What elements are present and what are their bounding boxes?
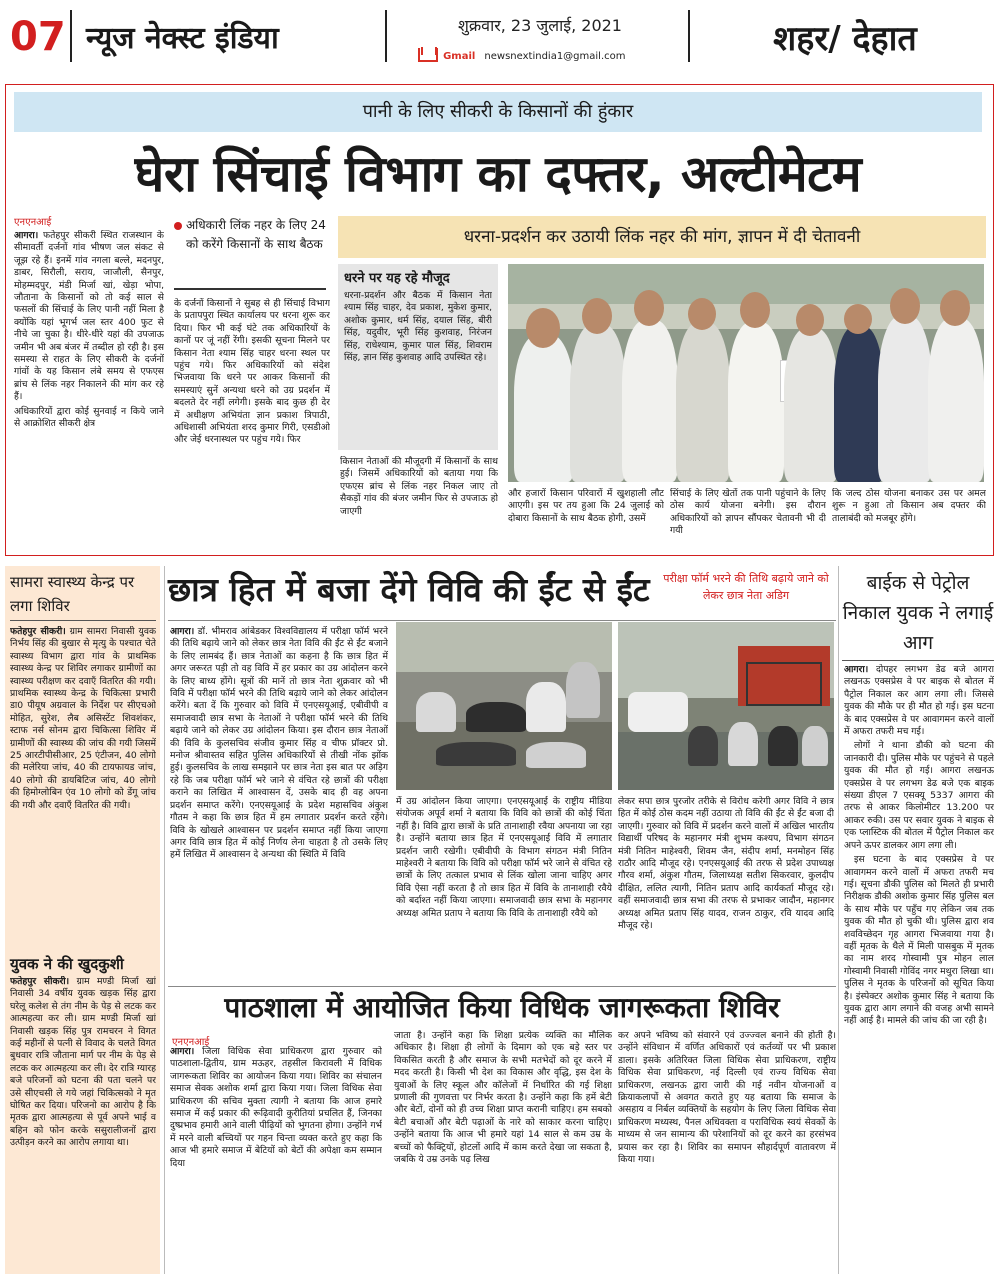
school-agency: एनएनआई xyxy=(172,1037,210,1048)
left-story2-title: युवक ने की खुदकुशी xyxy=(10,955,124,973)
red-bullet-icon xyxy=(174,222,182,230)
student-photo-2 xyxy=(618,622,834,790)
gmail-icon xyxy=(418,48,438,62)
left-story1-text: ग्राम सामरा निवासी युवक निर्भय सिंह की बुखार से मृत्यु के पश्चात चेते स्वास्थ्य विभाग द्वारा गांव के प्राथमिक स्वास्थ्य केन्द्र पर शिविर लगाकर ग्रामीणों का स्वास्थ्य परीक्षण कर दवाएँ वितरित की गयी। प्राथमिक स्वास्थ्य केन्द्र के चिकित्सा प्रभारी डा0 पीयूष अग्रवाल के निर्देश पर सीएचओ मोहित, सुरेश, लैब असिस्टेंट शिवशंकर, स्टाफ नर्स सोनम द्वारा चिकित्सा शिविर में ग्रामीणों की स्वास्थ्य की जांच की गयी जिसमें 25 आरटीपीसीआर, 25 एंटीजन, 40 लोगो की मलेरिया जांच, 40 की टायफायड जांच, 40 लोगो की डायबिटिज जांच, 40 लोगो की हिमोग्लोबिन एंव 10 लोगो को डेंगू जांच की गयी और दवाएँ वितरित की गयी। xyxy=(10,626,156,811)
student-photo-1 xyxy=(396,622,612,790)
student-headline: छात्र हित में बजा देंगे विवि की ईंट से ईंट xyxy=(168,570,650,609)
present-title: धरने पर यह रहे मौजूद xyxy=(344,271,450,286)
email-address: newsnextindia1@gmail.com xyxy=(484,51,626,62)
right-text-2: लोगों ने थाना डौकी को घटना की जानकारी दी। पुलिस मौके पर पहुंचने से पहले युवक की मौत हो गई। आगरा लखनऊ एक्सप्रेस वे पर लगभग डेढ बजे एक बाइक संख्या डीएल 7 एसक्यू 5337 आगरा की तरफ से आकर किलोमीटर 13.200 पर आकर रुकी। उस पर सवार युवक ने बाइक से एक प्लास्टिक की बोतल में पैट्रोल निकाल कर अपने ऊपर डालकर आग लगा ली। xyxy=(844,740,994,851)
gmail-brand: Gmail xyxy=(443,51,476,62)
school-column-1 xyxy=(170,1046,382,1270)
student-tag: परीक्षा फॉर्म भरने की तिथि बढ़ाये जाने को लेकर छात्र नेता अडिग xyxy=(663,572,829,602)
present-box xyxy=(338,264,498,450)
lead-col1-text2: अधिकारियों द्वारा कोई सुनवाई न किये जाने से आक्रोशित सीकरी क्षेत्र xyxy=(14,405,164,430)
right-story-title: बाईक से पेट्रोल निकाल युवक ने लगाई आग xyxy=(842,572,994,654)
issue-date: शुक्रवार, 23 जुलाई, 2021 xyxy=(458,16,622,35)
lead-subhead: धरना-प्रदर्शन कर उठायी लिंक नहर की मांग, ज्ञापन में दी चेतावनी xyxy=(338,216,986,258)
lead-agency: एनएनआई xyxy=(14,217,52,228)
page-number: 07 xyxy=(10,14,66,60)
lead-col1-text: फतेहपुर सीकरी स्थित राजस्थान के सीमावर्ती दर्जनों गांव भीषण जल संकट से जूझ रहे हैं। इनमें गांव नगला बल्ले, मदनपुर, डाबर, सिरौली, सराय, जाजौली, सैनपुर, मोहम्मदपुर, मंडी मिर्जा खां, खेड़ा भोपा, जौताना के किसानों को तो कई साल से फसलों की सिंचाई के लिए पानी नहीं मिला है क्योंकि यहां भूगर्भ जल स्तर 400 फुट से नीचे जा चुका है। धीरे-धीरे यहां की उपजाऊ जमीन भी अब बंजर में तब्दील हो रही है। इस समस्या से राहत के लिए सीकरी के दर्जनों गांवों के यह किसान लंबे समय से एफएस ब्रांच से लिंक नहर निकालने की मांग कर रहे हैं। xyxy=(14,230,164,403)
lead-column-6: कि जल्द ठोस योजना बनाकर उस पर अमल शुरू न हुआ तो किसान अब दफ्तर की तालाबंदी को मजबूर होंगे। xyxy=(832,488,986,524)
student-column-2: में उग्र आंदोलन किया जाएगा। एनएसयूआई के राष्ट्रीय मीडिया संयोजक अपूर्व शर्मा ने बताया कि विवि को छात्रों की कोई चिंता नहीं है। विवि द्वारा छात्रों के प्रति तानाशाही रवैया अपनाया जा रहा है। उन्होंने बताया छात्र हित में एनएसयूआई विवि में लगातार प्रदर्शन जारी रखेगी। एबीवीपी के विभाग संगठन मंत्री नितिन माहेश्वरी ने बताया कि विवि को परीक्षा फॉर्म भरे जाने से वंचित रहे छात्रों के लिए तत्काल प्रभाव से लिंक खोला जाना चाहिए अगर विवि ऐसा नहीं करता है तो छात्र हित में विवि के तानाशाही रवैये को बर्दाश्त नहीं किया जाएगा। समाजवादी छात्र सभा के महानगर अध्यक्ष अमित प्रताप ने बताया कि विवि के तानाशाही रवैये को xyxy=(396,796,612,919)
left-story2-dateline: फतेहपुर सीकरी। xyxy=(10,976,70,987)
lead-dateline: आगरा। xyxy=(14,230,39,241)
present-text: धरना-प्रदर्शन और बैठक में किसान नेता श्याम सिंह चाहर, देव प्रकाश, मुकेश कुमार, अशोक कुमार, धर्म सिंह, दयाल सिंह, बीरी सिंह, यदुवीर, भूरी सिंह कुशवाह, निरंजन सिंह, राधेश्याम, कुमार पाल सिंह, शिवराम सिंह, ज्ञान सिंह कुशवाह आदि उपस्थित रहे। xyxy=(344,290,492,364)
right-story xyxy=(844,664,994,1270)
lead-column-4: और हजारों किसान परिवारों में खुशहाली लौट आएगी। इस पर तय हुआ कि 24 जुलाई को दोबारा किसानों के साथ बैठक होगी, उसमें xyxy=(508,488,664,524)
lead-column-1 xyxy=(14,230,164,550)
student-column-3: लेकर सपा छात्र पुरजोर तरीके से विरोध करेगी अगर विवि ने छात्र हित में कोई ठोस कदम नहीं उठाया तो विवि की ईंट से ईंट बजा दी जाएगी। गुरुवार को विवि में प्रदर्शन करने वालों में अखिल भारतीय विद्यार्थी परिषद के महानगर मंत्री शुभम कश्यप, विभाग संगठन मंत्री नितिन माहेश्वरी, शिवम जैन, संदीप शर्मा, मनमोहन सिंह राठौर आदि मौजूद रहे। एनएसयूआई की तरफ से प्रदेश उपाध्यक्ष गौरव शर्मा, अंकुश गौतम, जिलाध्यक्ष सतीश सिकरवार, कुलदीप दीक्षित, ललित त्यागी, नितिन प्रताप आदि कार्यकर्ता मौजूद रहे। वहीं समाजवादी छात्र सभा की तरफ से प्रभाकर जादौन, महानगर अध्यक्ष अमित प्रताप सिंह यादव, राजन ठाकुर, रवि यादव आदि मौजूद रहे। xyxy=(618,796,834,932)
right-text-1: दोपहर लगभग डेढ बजे आगरा लखनऊ एक्सप्रेस वे पर बाइक से बोतल में पैट्रोल निकाल कर आग लगा ली। जिससे युवक की मौके पर ही मौत हो गई। इस घटना के बाद एक्सप्रेस वे पर आवागमन करने वालों में अफरा तफरी मच गई। xyxy=(844,664,994,738)
email-line xyxy=(418,44,678,62)
left-story1-dateline: फतेहपुर सीकरी। xyxy=(10,626,66,637)
left-story1 xyxy=(10,626,156,950)
left-story1-title: सामरा स्वास्थ्य केन्द्र पर लगा शिविर xyxy=(10,573,135,615)
left-story2-text: ग्राम मण्डी मिर्जा खां निवासी 34 वर्षीय युवक खड़क सिंह द्वारा घरेलू कलेश से तंग नीम के पेड़ से लटक कर आत्महत्या कर ली। ग्राम मण्डी मिर्जा खां निवासी खड़क सिंह पुत्र रामचरन ने विगत कई महीनों से पत्नी से विवाद के चलते विगत बुधवार रात्रि जौताना मार्ग पर नीम के पेड़ से लटक कर आत्महत्या कर ली। देर रात्रि ग्यारह बजे परिजनों को घटना की पता चलने पर उसे सीएचसी ले गये जहां चिकित्सको ने मृत घोषित कर दिया। परिजनो का आरोप है कि मृतक द्वारा आत्महत्या से पूर्व अपने भाई व बहिन को फोन करके ससुरालीजनों द्वारा उत्पीड़न करने का आरोप लगाया था। xyxy=(10,976,156,1149)
lead-column-2: के दर्जनों किसानों ने सुबह से ही सिंचाई विभाग के प्रतापपुरा स्थित कार्यालय पर धरना शुरू कर दिया। फिर भी कई घंटे तक अधिकारियों के कानों पर जूं नहीं रेंगी। इसकी सूचना मिलने पर किसान नेता श्याम सिंह चाहर धरना स्थल पर पहुंच गये। फिर अधिकारियों को संदेश भिजवाया कि धरने पर आकर किसानों की समस्याएं सुनें अन्यथा धरने को उग्र प्रदर्शन में बदलते देर नहीं लगेगी। इसके बाद कुछ ही देर में अधीक्षण अभियंता ज्ञान प्रकाश त्रिपाठी, अधिशासी अभियंता शरद कुमार गिरी, एसडीओ और जेई धरनास्थल पर पहुंच गये। फिर xyxy=(174,298,330,446)
student-col1-text: डॉ. भीमराव आंबेडकर विश्वविद्यालय में परीक्षा फॉर्म भरने की तिथि बढ़ाये जाने को लेकर छात्र नेता विवि की ईंट से ईंट बजाने के लिए लामबंद हैं। छात्र नेताओं का कहना है कि छात्र हित में अगर जरूरत पड़ी तो वह विवि में हर प्रकार का उग्र आंदोलन करने के लिए बाध्य होंगे। सूत्रों की मानें तो छात्र नेता शुक्रवार को भी विवि में परीक्षा फॉर्म भरने की तिथि बढ़ाये जाने को लेकर आंदोलन करेंगे। बता दें कि गुरुवार को विवि में एनएसयूआई, एबीवीपी व समाजवादी छात्र सभा के नेताओं ने परीक्षा फॉर्म भरने की तिथि बढ़ाये जाने को लेकर उग्र आंदोलन किया। इस दौरान छात्र नेताओं की विवि के कुलसचिव संजीव कुमार सिंह व चीफ प्रॉक्टर प्रो. मनोज श्रीवास्तव सहित पुलिस अधिकारियों से तीखी नोंक झोंक हुई। कुलसचिव के लाख समझाने पर छात्र नेता इस बात पर अड़िग रहे कि जब परीक्षा फॉर्म भरे जाने से वंचित रहे छात्रों की परीक्षा कराने का लिखित में आश्वासन दें, उसके बाद ही वह अपना प्रदर्शन समाप्त करेंगे। एनएसयूआई के प्रदेश महासचिव अंकुश गौतम ने कहा कि छात्र हित में हम लगातार प्रदर्शन करते रहेंगे। विवि के खोखले आश्वासन पर प्रदर्शन समाप्त नहीं किया जाएगा अगर विवि छात्र हित में कोई निर्णय लेना चाहता है तो उसके लिए हमें लिखित में आश्वासन दे अन्यथा की स्थिति में विवि xyxy=(170,626,388,861)
school-dateline: आगरा। xyxy=(170,1046,195,1057)
pull-quote-text: अधिकारी लिंक नहर के लिए 24 को करेंगे किसानों के साथ बैठक xyxy=(186,218,326,251)
lead-pull-quote xyxy=(174,216,326,290)
lead-column-5: सिंचाई के लिए खेतों तक पानी पहुंचाने के लिए ठोस कार्य योजना बनेगी। इस दौरान अधिकारियों को ज्ञापन सौंपकर चेतावनी भी दी गयी xyxy=(670,488,826,537)
lead-headline: घेरा सिंचाई विभाग का दफ्तर, अल्टीमेटम xyxy=(134,145,862,203)
right-text-3: इस घटना के बाद एक्सप्रेस वे पर आवागमन करने वालों में अफरा तफरी मच गई। सूचना डौकी पुलिस को मिलते ही प्रभारी निरीक्षक डौकी अशोक कुमार सिंह पुलिस बल के साथ मौके पर पहुँच गए लेकिन जब तक युवक की मौत हो चुकी थी। पुलिस द्वारा शव शवविच्छेदन गृह आगरा भिजवाया गया है। वहीं मृतक के थैले में मिली पासबुक में मृतक का नाम शरद गोस्वामी पुत्र मोहन लाल गोस्वामी निवासी गोविंद नगर मथुरा लिखा था। पुलिस ने मृतक के परिजनों को सूचित किया है। इंस्पेक्टर अशोक कुमार सिंह ने बताया कि युवक द्वारा आग लगाने की वजह अभी सामने नहीं आई है। मामले की जांच की जा रही है। xyxy=(844,854,994,1027)
school-col1-text: जिला विधिक सेवा प्राधिकरण द्वारा गुरुवार को पाठशाला-द्वितीय, ग्राम मऊहर, तहसील किरावली में विधिक जागरूकता शिविर का आयोजन किया गया। शिविर का संचालन समाज सेवक अशोक शर्मा द्वारा किया गया। जिला विधिक सेवा प्राधिकरण की सचिव मुक्ता त्यागी ने बताया कि आज हमारे समाज में कई प्रकार की रूढ़िवादी कुरीतियां प्रचलित हैं, जिनका दुष्प्रभाव हमारी आने वाली पीढ़ियों को भुगतना होगा। उन्होंने गर्भ में मरने वाली बच्चियों पर गहन चिन्ता व्यक्त करते हुए कहा कि आज भी हमारे समाज में बेटियों को बेटों की अपेक्षा कम सम्मान दिया xyxy=(170,1046,382,1169)
lead-kicker: पानी के लिए सीकरी के किसानों की हुंकार xyxy=(14,92,982,132)
school-column-3: कर अपने भविष्य को संवारने एवं उज्ज्वल बनाने की होती है। उन्होंने संविधान में वर्णित अधिकारों एवं कर्तव्यों पर भी प्रकाश डाला। इसके अतिरिक्त जिला विधिक सेवा प्राधिकरण, राष्ट्रीय विधिक सेवा प्राधिकरण, नई दिल्ली एवं राज्य विधिक सेवा प्राधिकरण, लखनऊ द्वारा जारी की गई नवीन योजनाओं व क्रियाकलापों से अवगत कराते हुए यह बताया कि समाज के असहाय व निर्बल व्यक्तियों के सहयोग के लिए जिला विधिक सेवा प्राधिकरण मध्यस्थ, पैनल अधिवक्ता व पराविधिक स्वयं सेवकों के माध्यम से जन सामान्य की परेशानियों को दूर करने का हरसंभव प्रयास कर रहा है। शिविर का समापन सौहार्दपूर्ण वातावरण में किया गया। xyxy=(618,1030,836,1166)
school-column-2: जाता है। उन्होंने कहा कि शिक्षा प्रत्येक व्यक्ति का मौलिक अधिकार है। शिक्षा ही लोगों के दिमाग को एक बड़े स्तर पर विकसित करती है और समाज के सभी मतभेदों को दूर करने में मदद करती है। किसी भी देश का विकास और वृद्धि, इस देश के युवाओं के लिए स्कूल और कॉलेजों में निर्धारित की गई शिक्षा प्रणाली की गुणवत्ता पर निर्भर करता है। उन्होंने कहा कि हमें बेटी और बेटों, दोनों को ही उच्च शिक्षा प्राप्त करानी चाहिए। हम सबको बेटी बचाओं और बेटी पढ़ाओं के नारे को साकार करना चाहिए। उन्होंने बताया कि आज भी हमारे यहां 14 साल से कम उम्र के बच्चों को फैक्ट्रियों, होटलों आदि में काम करते देखा जा सकता है, जबकि ये उम्र उनके पढ़ लिख xyxy=(394,1030,612,1166)
right-dateline: आगरा। xyxy=(844,664,869,675)
lead-column-3: किसान नेताओं की मौजूदगी में किसानों के साथ हुई। जिसमें अधिकारियों को बताया गया कि एफएस ब्रांच से लिंक नहर निकल जाए तो सैकड़ों गांव की बंजर जमीन फिर से उपजाऊ हो जाएगी xyxy=(340,456,498,517)
section-name: शहर/ देहात xyxy=(773,19,917,59)
student-dateline: आगरा। xyxy=(170,626,195,637)
school-headline: पाठशाला में आयोजित किया विधिक जागरूकता शिविर xyxy=(224,991,780,1024)
paper-name: न्यूज नेक्स्ट इंडिया xyxy=(86,21,279,56)
lead-photo xyxy=(508,264,984,482)
student-column-1 xyxy=(170,626,388,982)
left-story2 xyxy=(10,976,156,1268)
masthead xyxy=(0,0,999,76)
